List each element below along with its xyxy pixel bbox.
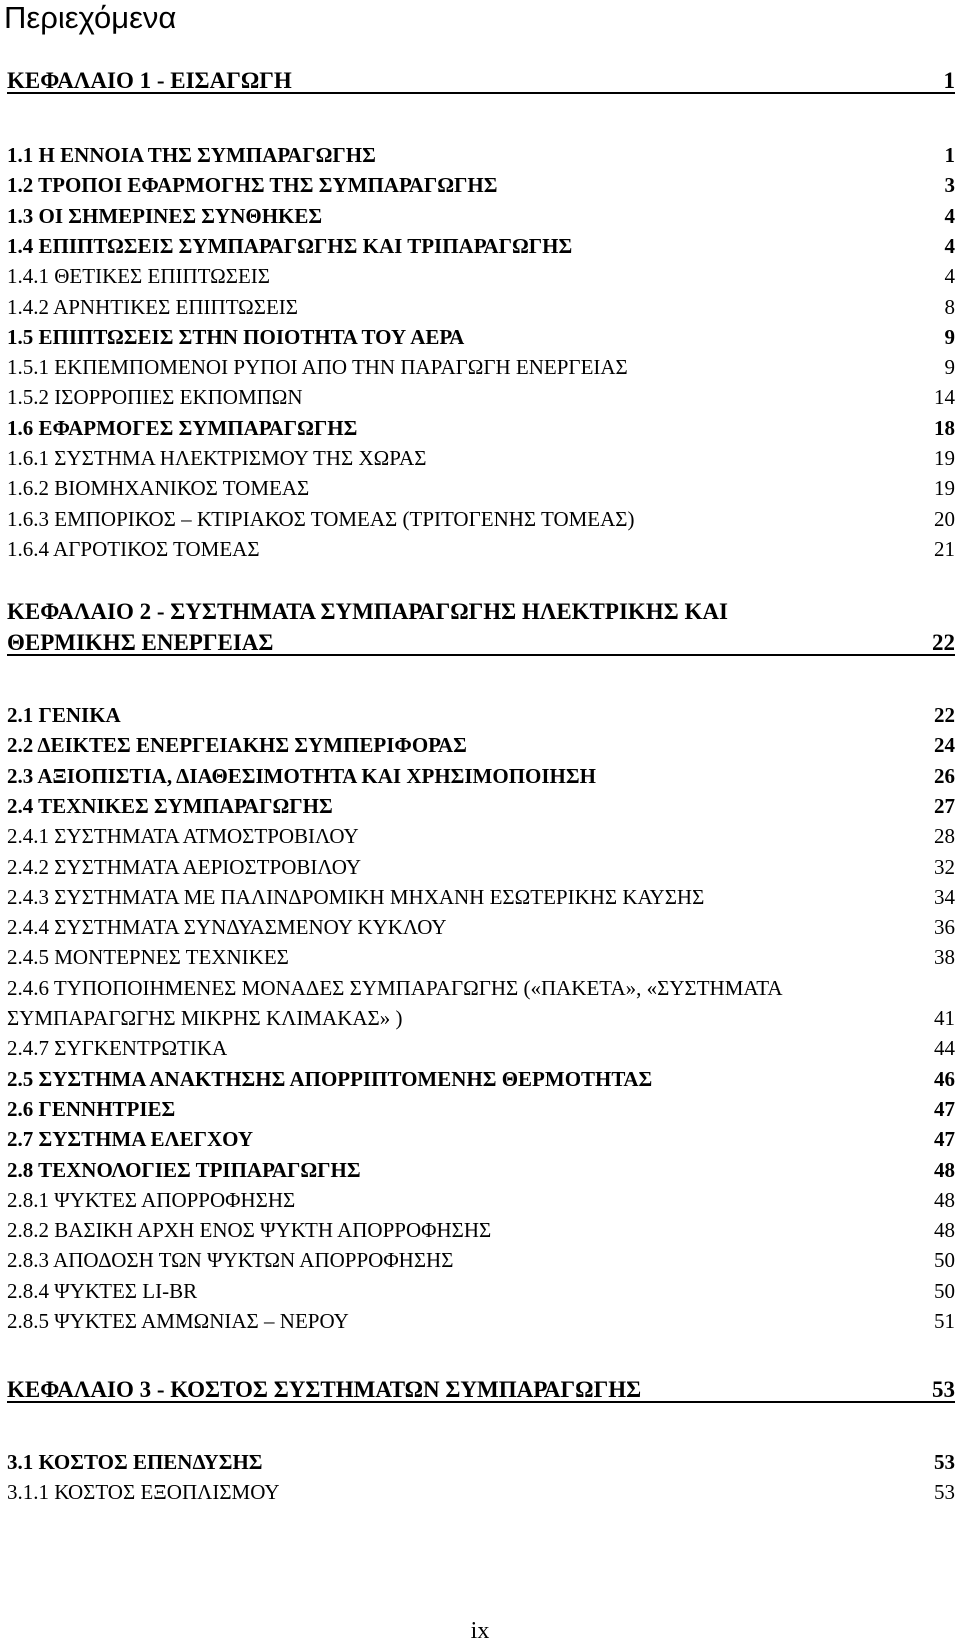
toc-entry-page: 4	[944, 234, 955, 258]
toc-subsection-entry[interactable]	[7, 912, 955, 942]
toc-entry-page: 1	[944, 143, 955, 167]
toc-section-entry[interactable]	[7, 730, 955, 760]
toc-entry-page: 18	[934, 416, 955, 440]
toc-entry-label: 1.6.1 ΣΥΣΤΗΜΑ ΗΛΕΚΤΡΙΣΜΟΥ ΤΗΣ ΧΩΡΑΣ	[7, 446, 427, 470]
toc-section-entry[interactable]	[7, 170, 955, 200]
toc-section-entry[interactable]	[7, 1447, 955, 1477]
toc-entry-page: 28	[934, 824, 955, 848]
toc-entry-page: 32	[934, 855, 955, 879]
chapter-underline	[7, 92, 955, 94]
toc-entry-page: 47	[934, 1127, 955, 1151]
toc-entry-label: 1.6.4 ΑΓΡΟΤΙΚΟΣ ΤΟΜΕΑΣ	[7, 537, 260, 561]
toc-subsection-entry[interactable]	[7, 1185, 955, 1215]
toc-entry-label: 2.8.1 ΨΥΚΤΕΣ ΑΠΟΡΡΟΦΗΣΗΣ	[7, 1188, 296, 1212]
toc-subsection-entry[interactable]	[7, 443, 955, 473]
toc-section-entry[interactable]	[7, 140, 955, 170]
toc-entry-label: 2.6 ΓΕΝΝΗΤΡΙΕΣ	[7, 1097, 176, 1121]
chapter-underline	[7, 654, 955, 656]
chapter-page-number: 22	[932, 630, 955, 655]
toc-entry-page: 44	[934, 1036, 955, 1060]
toc-entry-label: 2.4 ΤΕΧΝΙΚΕΣ ΣΥΜΠΑΡΑΓΩΓΗΣ	[7, 794, 333, 818]
toc-entry-page: 34	[934, 885, 955, 909]
toc-entry-label: 1.1 Η ΕΝΝΟΙΑ ΤΗΣ ΣΥΜΠΑΡΑΓΩΓΗΣ	[7, 143, 376, 167]
toc-section-entry[interactable]	[7, 791, 955, 821]
toc-subsection-entry[interactable]	[7, 1306, 955, 1336]
toc-section-entry[interactable]	[7, 231, 955, 261]
toc-entry-label: 2.8.3 ΑΠΟΔΟΣΗ ΤΩΝ ΨΥΚΤΩΝ ΑΠΟΡΡΟΦΗΣΗΣ	[7, 1248, 454, 1272]
chapter-title: ΚΕΦΑΛΑΙΟ 3 - ΚΟΣΤΟΣ ΣΥΣΤΗΜΑΤΩΝ ΣΥΜΠΑΡΑΓΩΓΗΣ	[7, 1377, 642, 1402]
toc-entry-page: 38	[934, 945, 955, 969]
toc-subsection-entry[interactable]	[7, 882, 955, 912]
toc-subsection-entry[interactable]	[7, 1215, 955, 1245]
toc-entry-label: 2.8 ΤΕΧΝΟΛΟΓΙΕΣ ΤΡΙΠΑΡΑΓΩΓΗΣ	[7, 1158, 361, 1182]
toc-subsection-entry[interactable]	[7, 1245, 955, 1275]
toc-entry-page: 22	[934, 703, 955, 727]
toc-entry-page: 48	[934, 1218, 955, 1242]
toc-entry-label: 3.1 ΚΟΣΤΟΣ ΕΠΕΝΔΥΣΗΣ	[7, 1450, 263, 1474]
toc-entry-label: 1.3 ΟΙ ΣΗΜΕΡΙΝΕΣ ΣΥΝΘΗΚΕΣ	[7, 204, 323, 228]
toc-entry-page: 21	[934, 537, 955, 561]
toc-entry-page: 3	[944, 173, 955, 197]
toc-subsection-entry[interactable]	[7, 1276, 955, 1306]
toc-entry-label: 2.8.2 ΒΑΣΙΚΗ ΑΡΧΗ ΕΝΟΣ ΨΥΚΤΗ ΑΠΟΡΡΟΦΗΣΗΣ	[7, 1218, 492, 1242]
toc-section-entry[interactable]	[7, 700, 955, 730]
toc-subsection-entry[interactable]	[7, 821, 955, 851]
toc-entry-page: 50	[934, 1279, 955, 1303]
toc-entry-page: 36	[934, 915, 955, 939]
toc-entry-page: 19	[934, 476, 955, 500]
toc-entry-label: 2.5 ΣΥΣΤΗΜΑ ΑΝΑΚΤΗΣΗΣ ΑΠΟΡΡΙΠΤΟΜΕΝΗΣ ΘΕΡΜΟΤΗΤΑΣ	[7, 1067, 653, 1091]
toc-entry-page: 4	[944, 204, 955, 228]
toc-subsection-entry[interactable]	[7, 473, 955, 503]
toc-entry-label: 3.1.1 ΚΟΣΤΟΣ ΕΞΟΠΛΙΣΜΟΥ	[7, 1480, 280, 1504]
toc-subsection-entry[interactable]	[7, 352, 955, 382]
toc-entry-page: 26	[934, 764, 955, 788]
toc-entry-page: 9	[944, 355, 955, 379]
toc-entry-label: 2.8.4 ΨΥΚΤΕΣ LI-BR	[7, 1279, 198, 1303]
toc-subsection-entry[interactable]	[7, 261, 955, 291]
toc-entry-page: 8	[944, 295, 955, 319]
toc-entry-page: 53	[934, 1450, 955, 1474]
toc-entry-label: 2.4.2 ΣΥΣΤΗΜΑΤΑ ΑΕΡΙΟΣΤΡΟΒΙΛΟΥ	[7, 855, 362, 879]
chapter-title: ΚΕΦΑΛΑΙΟ 2 - ΣΥΣΤΗΜΑΤΑ ΣΥΜΠΑΡΑΓΩΓΗΣ ΗΛΕΚΤΡΙΚΗΣ ΚΑΙ	[7, 599, 728, 624]
chapter-title: ΚΕΦΑΛΑΙΟ 1 - ΕΙΣΑΓΩΓΗ	[7, 68, 292, 93]
toc-section-entry[interactable]	[7, 322, 955, 352]
chapter-title: ΘΕΡΜΙΚΗΣ ΕΝΕΡΓΕΙΑΣ	[7, 630, 274, 655]
toc-entry-label: 2.3 ΑΞΙΟΠΙΣΤΙΑ, ΔΙΑΘΕΣΙΜΟΤΗΤΑ ΚΑΙ ΧΡΗΣΙΜΟΠΟΙΗΣΗ	[7, 764, 596, 788]
chapter-underline	[7, 1401, 955, 1403]
chapter-page-number: 1	[943, 68, 955, 93]
toc-section-entry[interactable]	[7, 1155, 955, 1185]
toc-entry-label: 2.4.7 ΣΥΓΚΕΝΤΡΩΤΙΚΑ	[7, 1036, 228, 1060]
toc-entry-page: 19	[934, 446, 955, 470]
toc-entry-page: 14	[934, 385, 955, 409]
toc-entry-page: 4	[944, 264, 955, 288]
toc-entry-label: 1.6 ΕΦΑΡΜΟΓΕΣ ΣΥΜΠΑΡΑΓΩΓΗΣ	[7, 416, 358, 440]
toc-entry-page: 47	[934, 1097, 955, 1121]
toc-subsection-entry[interactable]	[7, 292, 955, 322]
toc-entry-label: 2.8.5 ΨΥΚΤΕΣ ΑΜΜΩΝΙΑΣ – ΝΕΡΟΥ	[7, 1309, 349, 1333]
toc-subsection-entry[interactable]	[7, 973, 955, 1003]
toc-subsection-entry[interactable]	[7, 534, 955, 564]
toc-entry-label: 2.4.4 ΣΥΣΤΗΜΑΤΑ ΣΥΝΔΥΑΣΜΕΝΟΥ ΚΥΚΛΟΥ	[7, 915, 447, 939]
toc-entry-page: 9	[944, 325, 955, 349]
toc-entry-label: 1.5 ΕΠΙΠΤΩΣΕΙΣ ΣΤΗΝ ΠΟΙΟΤΗΤΑ ΤΟΥ ΑΕΡΑ	[7, 325, 465, 349]
toc-entry-label: 1.2 ΤΡΟΠΟΙ ΕΦΑΡΜΟΓΗΣ ΤΗΣ ΣΥΜΠΑΡΑΓΩΓΗΣ	[7, 173, 498, 197]
toc-entry-page: 46	[934, 1067, 955, 1091]
toc-entry-page: 27	[934, 794, 955, 818]
toc-subsection-entry[interactable]	[7, 1003, 955, 1033]
chapter-heading[interactable]	[7, 597, 955, 627]
toc-subsection-entry[interactable]	[7, 852, 955, 882]
toc-entry-label: 2.1 ΓΕΝΙΚΑ	[7, 703, 121, 727]
toc-section-entry[interactable]	[7, 413, 955, 443]
toc-entry-label: 1.5.2 ΙΣΟΡΡΟΠΙΕΣ ΕΚΠΟΜΠΩΝ	[7, 385, 303, 409]
toc-entry-label: 2.4.3 ΣΥΣΤΗΜΑΤΑ ΜΕ ΠΑΛΙΝΔΡΟΜΙΚΗ ΜΗΧΑΝΗ ΕΣΩΤΕΡΙΚΗΣ ΚΑΥΣΗΣ	[7, 885, 705, 909]
toc-entry-label: 2.2 ΔΕΙΚΤΕΣ ΕΝΕΡΓΕΙΑΚΗΣ ΣΥΜΠΕΡΙΦΟΡΑΣ	[7, 733, 467, 757]
toc-entry-page: 48	[934, 1158, 955, 1182]
toc-entry-label: ΣΥΜΠΑΡΑΓΩΓΗΣ ΜΙΚΡΗΣ ΚΛΙΜΑΚΑΣ» )	[7, 1006, 403, 1030]
toc-entry-label: 1.4.2 ΑΡΝΗΤΙΚΕΣ ΕΠΙΠΤΩΣΕΙΣ	[7, 295, 299, 319]
toc-entry-page: 53	[934, 1480, 955, 1504]
toc-entry-label: 1.6.2 ΒΙΟΜΗΧΑΝΙΚΟΣ ΤΟΜΕΑΣ	[7, 476, 310, 500]
toc-entry-label: 1.4.1 ΘΕΤΙΚΕΣ ΕΠΙΠΤΩΣΕΙΣ	[7, 264, 271, 288]
toc-entry-label: 2.7 ΣΥΣΤΗΜΑ ΕΛΕΓΧΟΥ	[7, 1127, 254, 1151]
toc-subsection-entry[interactable]	[7, 382, 955, 412]
toc-entry-label: 2.4.6 ΤΥΠΟΠΟΙΗΜΕΝΕΣ ΜΟΝΑΔΕΣ ΣΥΜΠΑΡΑΓΩΓΗΣ («ΠΑΚΕΤΑ», «ΣΥΣΤΗΜΑΤΑ	[7, 976, 783, 1000]
toc-section-entry[interactable]	[7, 201, 955, 231]
toc-subsection-entry[interactable]	[7, 1033, 955, 1063]
toc-section-entry[interactable]	[7, 761, 955, 791]
page-title: Περιεχόμενα	[4, 0, 177, 35]
toc-entry-page: 51	[934, 1309, 955, 1333]
toc-section-entry[interactable]	[7, 1124, 955, 1154]
toc-subsection-entry[interactable]	[7, 1477, 955, 1507]
toc-section-entry[interactable]	[7, 1064, 955, 1094]
toc-entry-page: 48	[934, 1188, 955, 1212]
toc-entry-label: 1.4 ΕΠΙΠΤΩΣΕΙΣ ΣΥΜΠΑΡΑΓΩΓΗΣ ΚΑΙ ΤΡΙΠΑΡΑΓΩΓΗΣ	[7, 234, 573, 258]
toc-entry-page: 24	[934, 733, 955, 757]
toc-entry-page: 50	[934, 1248, 955, 1272]
toc-section-entry[interactable]	[7, 1094, 955, 1124]
toc-entry-label: 1.5.1 ΕΚΠΕΜΠΟΜΕΝΟΙ ΡΥΠΟΙ ΑΠΟ ΤΗΝ ΠΑΡΑΓΩΓΗ ΕΝΕΡΓΕΙΑΣ	[7, 355, 628, 379]
toc-entry-label: 1.6.3 ΕΜΠΟΡΙΚΟΣ – ΚΤΙΡΙΑΚΟΣ ΤΟΜΕΑΣ (ΤΡΙΤΟΓΕΝΗΣ ΤΟΜΕΑΣ)	[7, 507, 635, 531]
toc-entry-label: 2.4.5 ΜΟΝΤΕΡΝΕΣ ΤΕΧΝΙΚΕΣ	[7, 945, 289, 969]
toc-subsection-entry[interactable]	[7, 942, 955, 972]
toc-entry-page: 41	[934, 1006, 955, 1030]
toc-entry-page: 20	[934, 507, 955, 531]
chapter-page-number: 53	[932, 1377, 955, 1402]
toc-entry-label: 2.4.1 ΣΥΣΤΗΜΑΤΑ ΑΤΜΟΣΤΡΟΒΙΛΟΥ	[7, 824, 359, 848]
toc-subsection-entry[interactable]	[7, 504, 955, 534]
page-number: ix	[470, 1618, 490, 1644]
